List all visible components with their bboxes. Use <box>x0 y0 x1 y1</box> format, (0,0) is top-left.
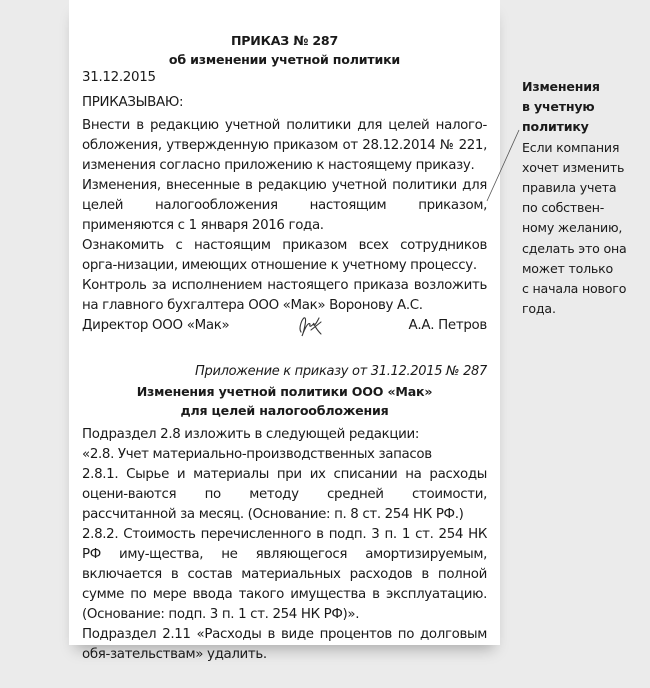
order-paragraph: Изменения, внесенные в редакцию учетной политики для целей налогообложения настоящим приказом, применяются с 1 января 2016 года. <box>82 178 487 233</box>
signature-image <box>295 310 325 340</box>
sidenote-body-line: ному желанию, <box>522 220 623 236</box>
appendix-paragraph: 2.8.1. Сырье и материалы при их списании на расходы оцени-ваются по методу средней стоимости, рассчитанной за месяц. (Основание: п. 8 ст. 254 НК РФ.) <box>82 467 487 522</box>
sidenote-body-line: может только <box>522 260 614 276</box>
sidenote-body-line: по собствен- <box>522 200 605 216</box>
sidenote-body-line: Если компания <box>522 139 620 155</box>
sidenote-heading-line: Изменения <box>522 79 600 94</box>
sidenote-body-line: хочет изменить <box>522 159 625 175</box>
appendix-paragraph: 2.8.2. Стоимость перечисленного в подп. 3 п. 1 ст. 254 НК РФ иму-щества, не являющегося амортизируемым, включается в состав материальных расходов в полной сумме по мере ввода такого имущества в эксплуатацию. (Основание: подп. 3 п. 1 ст. 254 НК РФ)». <box>82 527 487 622</box>
sidenote-body-line: сделать это она <box>522 240 627 256</box>
order-directive: ПРИКАЗЫВАЮ: <box>82 95 184 110</box>
document-page <box>69 0 500 662</box>
order-paragraph: Внести в редакцию учетной политики для целей налого-обложения, утвержденную приказом от 28.12.2014 № 221, изменения согласно приложению к настоящему приказу. <box>82 118 487 173</box>
appendix-paragraph: Подраздел 2.11 «Расходы в виде процентов по долговым обя-зательствам» удалить. <box>82 627 487 662</box>
appendix-reference: Приложение к приказу от 31.12.2015 № 287 <box>195 364 487 379</box>
sidenote-heading-line: в учетную <box>522 99 595 115</box>
sidenote <box>522 77 646 319</box>
order-subtitle: об изменении учетной политики <box>168 52 401 67</box>
appendix-body <box>82 425 487 665</box>
appendix-paragraph: Подраздел 2.8 изложить в следующей редакции: <box>82 427 419 442</box>
order-date: 31.12.2015 <box>82 70 156 85</box>
order-title: ПРИКАЗ № 287 <box>230 33 339 48</box>
order-body <box>82 116 487 316</box>
sidenote-heading-line: политику <box>522 119 589 135</box>
appendix-title-line2: для целей налогообложения <box>180 403 389 418</box>
appendix-paragraph: «2.8. Учет материально-производственных запасов <box>82 447 432 462</box>
signer-position: Директор ООО «Мак» <box>82 318 230 333</box>
sidenote-body-line: правила учета <box>522 180 617 196</box>
sidenote-body-line: года. <box>522 301 556 317</box>
order-paragraph: Контроль за исполнением настоящего приказа возложить на главного бухгалтера ООО «Мак» Воронову А.С. <box>82 278 487 313</box>
sidenote-body-line: с начала нового <box>522 281 627 297</box>
appendix-title-line1: Изменения учетной политики ООО «Мак» <box>136 384 433 399</box>
signer-name: А.А. Петров <box>408 318 487 333</box>
order-paragraph: Ознакомить с настоящим приказом всех сотрудников орга-низации, имеющих отношение к учетному процессу. <box>82 238 487 273</box>
